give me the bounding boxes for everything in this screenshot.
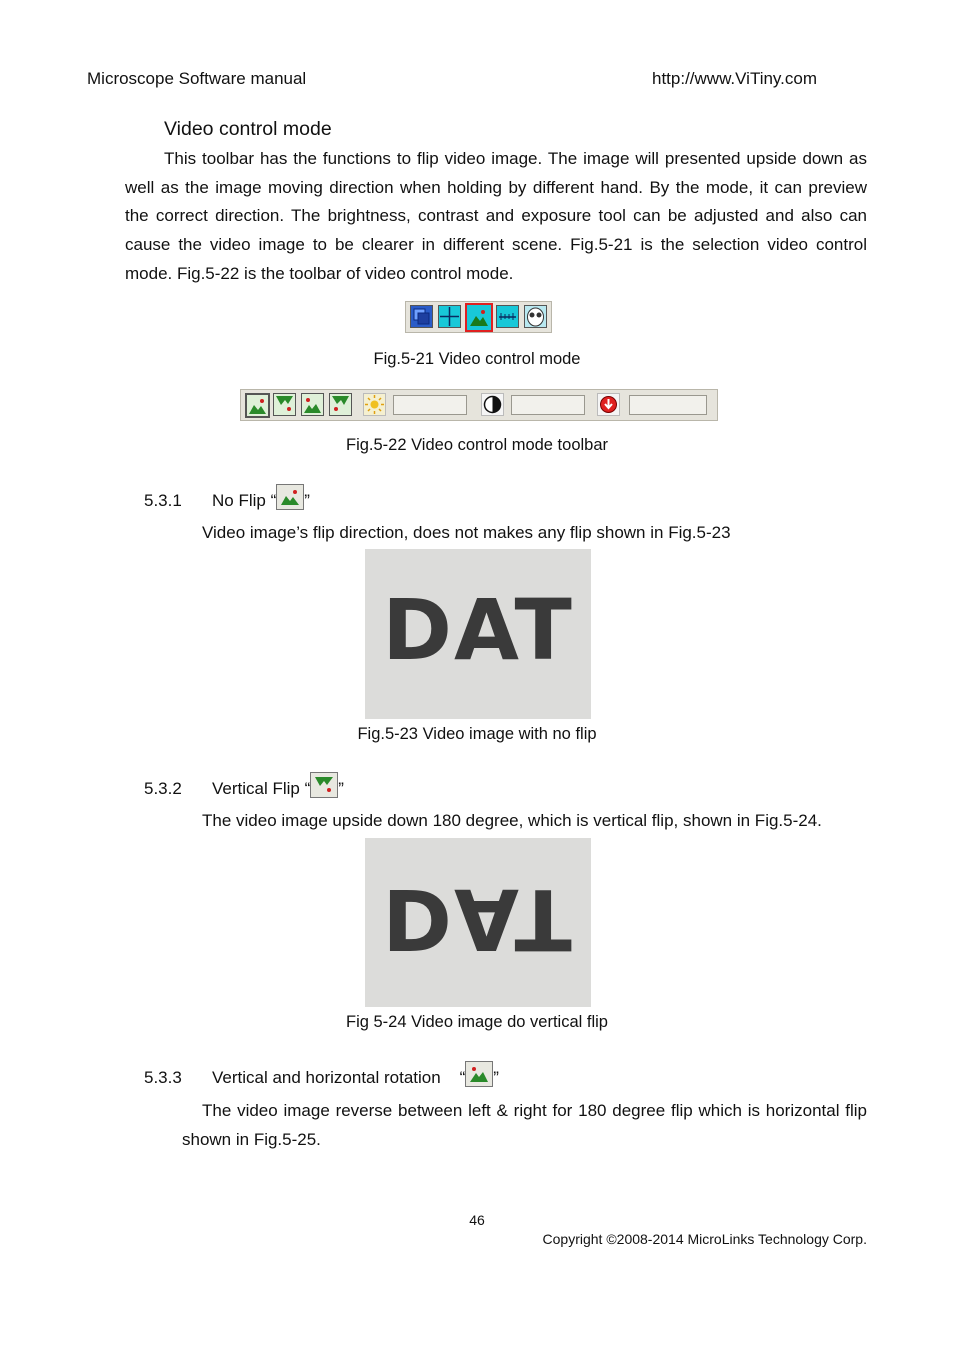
- section-title: Vertical Flip “: [212, 779, 311, 798]
- rotate-flip-button[interactable]: [329, 393, 352, 416]
- video-control-toolbar: [240, 389, 718, 421]
- no-flip-icon: [276, 484, 304, 510]
- section-number: 5.3.3: [144, 1068, 182, 1087]
- quote-close: ”: [304, 491, 310, 510]
- fig23-caption: Fig.5-23 Video image with no flip: [357, 725, 597, 743]
- sun-icon: [364, 394, 385, 415]
- section-5-3-2-heading: [144, 772, 344, 799]
- section-number: 5.3.1: [144, 491, 182, 510]
- crosshair-icon: [439, 306, 460, 327]
- section-5-3-3-body: The video image reverse between left & right for 180 degree flip which is horizontal flip shown in Fig.5-25.: [182, 1101, 867, 1149]
- intro-paragraph: This toolbar has the functions to flip video image. The image will presented upside down as well as the image moving direction when holding by different hand. By the mode, it can preview the correct direction. The brightness, contrast and exposure tool can be adjusted and also can cause the video image to be clearer in different scene. Fig.5-21 is the selection video control mode. Fig.5-22 is the toolbar of video control mode.: [125, 149, 867, 283]
- vertical-flip-button[interactable]: [273, 393, 296, 416]
- brightness-button[interactable]: [363, 393, 386, 416]
- quote-close: ”: [493, 1068, 499, 1087]
- landscape-flipped-icon: [274, 394, 295, 415]
- section-title: Video control mode: [164, 118, 332, 140]
- contrast-button[interactable]: [481, 393, 504, 416]
- landscape-icon: [467, 305, 491, 330]
- section-title: Vertical and horizontal rotation “: [212, 1068, 466, 1087]
- quote-close: ”: [338, 779, 344, 798]
- landscape-icon: [247, 395, 268, 416]
- fig24-caption: Fig 5-24 Video image do vertical flip: [345, 1013, 608, 1031]
- page-number: 46: [469, 1212, 485, 1228]
- landscape-mirrored-icon: [302, 394, 323, 415]
- photo-text-flipped: DAT: [382, 870, 574, 968]
- header-title: Microscope Software manual: [87, 69, 307, 88]
- video-control-mode-toolbar: [405, 301, 552, 333]
- section-5-3-2-body: The video image upside down 180 degree, which is vertical flip, shown in Fig.5-24.: [202, 811, 822, 830]
- header-url[interactable]: http://www.ViTiny.com: [652, 69, 818, 88]
- vertical-flip-icon: [310, 772, 338, 798]
- section-5-3-1-heading: [144, 484, 310, 511]
- no-flip-button[interactable]: [245, 393, 270, 418]
- brightness-slider[interactable]: [393, 395, 467, 415]
- exposure-slider[interactable]: [629, 395, 707, 415]
- section-title: No Flip “: [212, 491, 277, 510]
- fig21-caption: Fig.5-21 Video control mode: [373, 350, 581, 368]
- video-control-mode-button[interactable]: [465, 303, 493, 332]
- ruler-icon: [497, 306, 518, 327]
- copyright: Copyright ©2008-2014 MicroLinks Technology Corp.: [542, 1231, 867, 1247]
- contrast-slider[interactable]: [511, 395, 585, 415]
- measure-mode-button[interactable]: [496, 305, 519, 328]
- owl-mode-button[interactable]: [524, 305, 547, 328]
- crosshair-mode-button[interactable]: [438, 305, 461, 328]
- layers-icon: [411, 306, 432, 327]
- photo-text: DAT: [382, 581, 574, 679]
- contrast-icon: [482, 394, 503, 415]
- horizontal-flip-icon: [465, 1061, 493, 1087]
- fig22-caption: Fig.5-22 Video control mode toolbar: [345, 436, 609, 454]
- horizontal-flip-button[interactable]: [301, 393, 324, 416]
- color-mode-button[interactable]: [410, 305, 433, 328]
- landscape-rotated-icon: [330, 394, 351, 415]
- owl-icon: [525, 306, 546, 327]
- no-flip-photo: [365, 549, 591, 719]
- section-number: 5.3.2: [144, 779, 182, 798]
- section-5-3-3-heading: [144, 1061, 499, 1088]
- exposure-icon: [598, 394, 619, 415]
- exposure-button[interactable]: [597, 393, 620, 416]
- section-5-3-1-body: Video image’s flip direction, does not makes any flip shown in Fig.5-23: [202, 523, 731, 542]
- vertical-flip-photo: [365, 838, 591, 1007]
